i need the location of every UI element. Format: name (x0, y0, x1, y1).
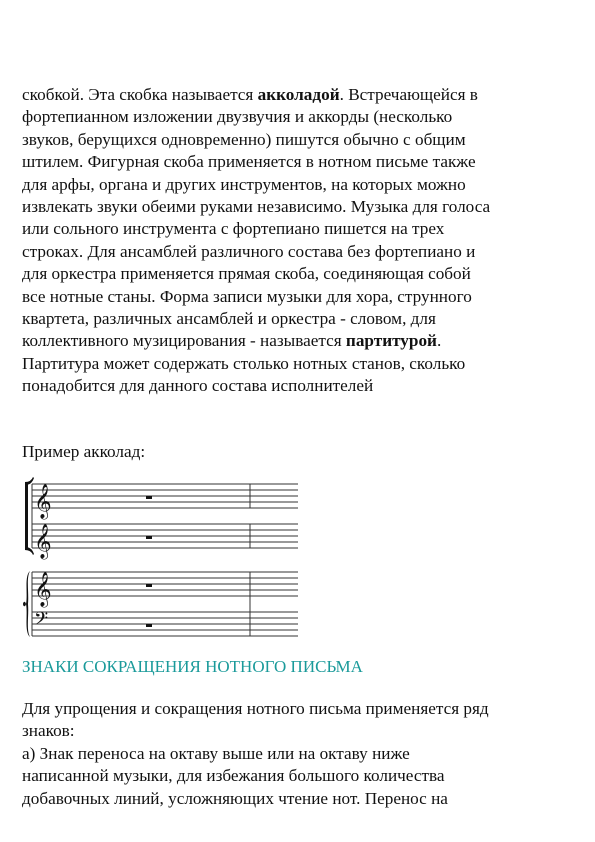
example-label: Пример акколад: (22, 442, 146, 461)
staff-lines (32, 484, 298, 636)
text-line: штилем. Фигурная скоба применяется в нотном письме также (22, 152, 476, 172)
brace (23, 571, 30, 637)
text-line: строках. Для ансамблей различного состава без фортепиано и (22, 241, 476, 261)
section-heading: ЗНАКИ СОКРАЩЕНИЯ НОТНОГО ПИСЬМА (22, 657, 363, 676)
text-line: квартета, различных ансамблей и оркестра - словом, для (22, 309, 436, 329)
text-line: или сольного инструмента с фортепиано пишется на трех (22, 219, 445, 239)
text-line: знаков: (22, 721, 75, 741)
text-line: для оркестра применяется прямая скоба, соединяющая собой (22, 264, 471, 284)
treble-clef-icon: 𝄞 (34, 484, 52, 519)
text-line: Партитура может содержать столько нотных станов, сколько (22, 353, 466, 373)
treble-clef-icon: 𝄞 (34, 524, 52, 559)
treble-clef-icon: 𝄞 (34, 572, 52, 607)
text-line: скобкой. Эта скобка называется акколадой. Встречающейся в (22, 85, 478, 104)
text-line: все нотные станы. Форма записи музыки для хора, струнного (22, 286, 472, 306)
term-partitura: партитурой (345, 331, 437, 351)
text-line: для арфы, органа и других инструментов, на которых можно (22, 174, 466, 194)
text-line: добавочных линий, усложняющих чтение нот. Перенос на (22, 788, 448, 808)
text-line: Для упрощения и сокращения нотного письма применяется ряд (22, 699, 489, 718)
bass-clef-icon: 𝄢 (34, 609, 49, 634)
whole-rests (146, 496, 152, 627)
body-paragraph-2 (22, 698, 582, 810)
text-line: понадобится для данного состава исполнителей (22, 376, 374, 396)
text-line: извлекать звуки обеими руками независимо. Музыка для голоса (22, 197, 491, 217)
square-bracket (25, 477, 34, 555)
body-paragraph-1 (22, 84, 582, 398)
music-score-figure (22, 476, 302, 638)
text-line: коллективного музицирования - называется партитурой. (22, 331, 442, 351)
text-line: фортепианном изложении двузвучия и аккорды (несколько (22, 107, 453, 127)
text-line: а) Знак переноса на октаву выше или на октаву ниже (22, 743, 410, 763)
text-line: звуков, берущихся одновременно) пишутся обычно с общим (22, 129, 466, 149)
term-akkolada: акколадой (257, 85, 340, 104)
text-line: написанной музыки, для избежания большого количества (22, 766, 445, 786)
